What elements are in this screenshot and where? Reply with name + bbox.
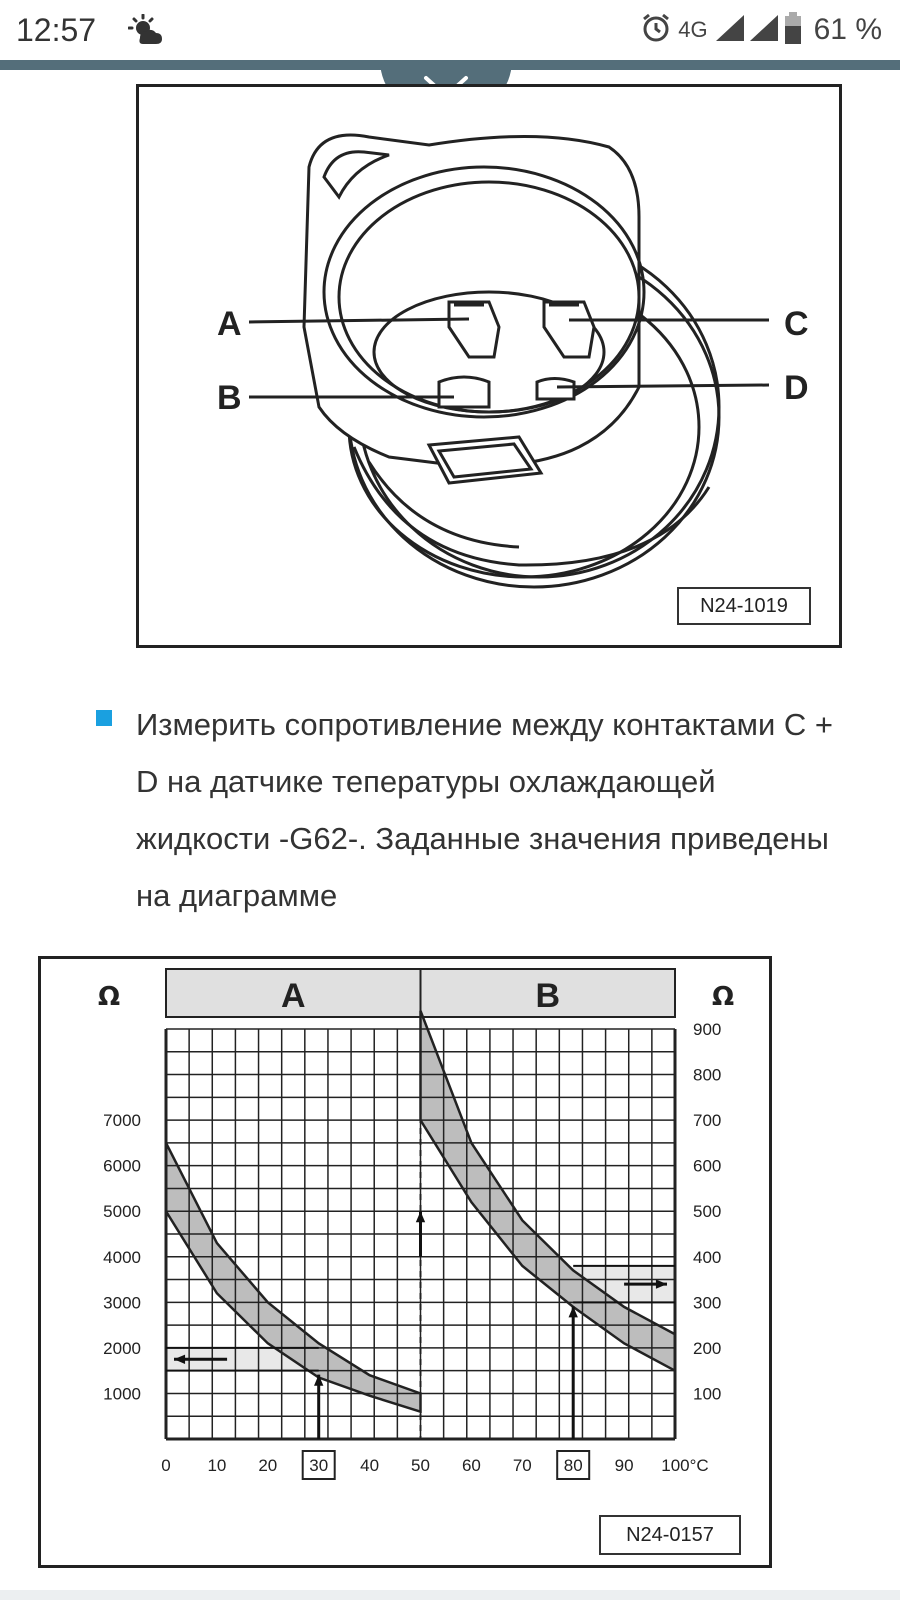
x-tick-label: 40 [360, 1456, 380, 1475]
y-tick-label-b: 700 [693, 1111, 722, 1131]
chart-svg [41, 959, 769, 1565]
panel-label-a: A [280, 977, 306, 1015]
y-tick-label-b: 600 [693, 1156, 722, 1176]
bottom-divider [0, 1590, 900, 1600]
network-type: 4G [678, 17, 708, 42]
y-tick-label-b: 800 [693, 1065, 722, 1085]
label-d: D [784, 369, 809, 407]
connector-figure [136, 84, 842, 648]
x-tick-label: 30 [309, 1456, 329, 1475]
x-tick-label: 100°C [661, 1456, 709, 1475]
x-tick-label: 90 [614, 1456, 634, 1475]
label-b: B [217, 379, 242, 417]
resistance-band-b [421, 1011, 676, 1371]
y-tick-label-a: 3000 [103, 1293, 141, 1313]
x-tick-label: 50 [411, 1456, 430, 1475]
battery-percent: 61 % [813, 13, 882, 46]
arrow-up-separator-head [416, 1211, 425, 1222]
y-tick-label-b: 100 [693, 1384, 722, 1404]
panel-label-b: B [535, 977, 561, 1015]
connector-drawing [139, 87, 839, 645]
status-bar [0, 0, 900, 62]
figure-code: N24-1019 [677, 587, 811, 625]
y-tick-label-a: 2000 [103, 1338, 141, 1358]
chart-code: N24-0157 [599, 1515, 741, 1555]
bullet-marker [96, 710, 112, 726]
x-tick-label: 20 [258, 1456, 278, 1475]
y-tick-label-b: 300 [693, 1293, 722, 1313]
instruction-text: Измерить сопротивление между контактами C + D на датчике тепературы охлаждающей жидкости -G62-. Заданные значения приведены на диаграмме [136, 707, 833, 913]
resistance-chart [38, 956, 772, 1568]
status-icons [640, 10, 882, 50]
y-tick-label-a: 4000 [103, 1247, 141, 1267]
y-tick-label-a: 7000 [103, 1111, 141, 1131]
y-tick-label-b: 900 [693, 1020, 722, 1039]
y-tick-label-b: 200 [693, 1338, 722, 1358]
status-time: 12:57 [16, 12, 97, 48]
unit-label-right: Ω [711, 982, 735, 1012]
x-tick-label: 0 [161, 1456, 171, 1475]
y-tick-label-a: 1000 [103, 1384, 141, 1404]
y-tick-label-a: 5000 [103, 1202, 141, 1222]
alarm-icon [640, 12, 672, 49]
y-tick-label-b: 400 [693, 1247, 722, 1267]
x-tick-label: 10 [207, 1456, 227, 1475]
x-tick-label: 80 [563, 1456, 583, 1475]
x-tick-label: 60 [461, 1456, 481, 1475]
weather-sun-cloud-icon [128, 14, 164, 53]
x-tick-label: 70 [512, 1456, 532, 1475]
signal-icon [716, 15, 744, 46]
signal-icon [750, 15, 778, 46]
y-tick-label-b: 500 [693, 1202, 722, 1222]
battery-icon [784, 12, 802, 49]
unit-label-left: Ω [97, 982, 121, 1012]
y-tick-label-a: 6000 [103, 1156, 141, 1176]
label-a: A [217, 305, 242, 343]
label-c: C [784, 305, 809, 343]
